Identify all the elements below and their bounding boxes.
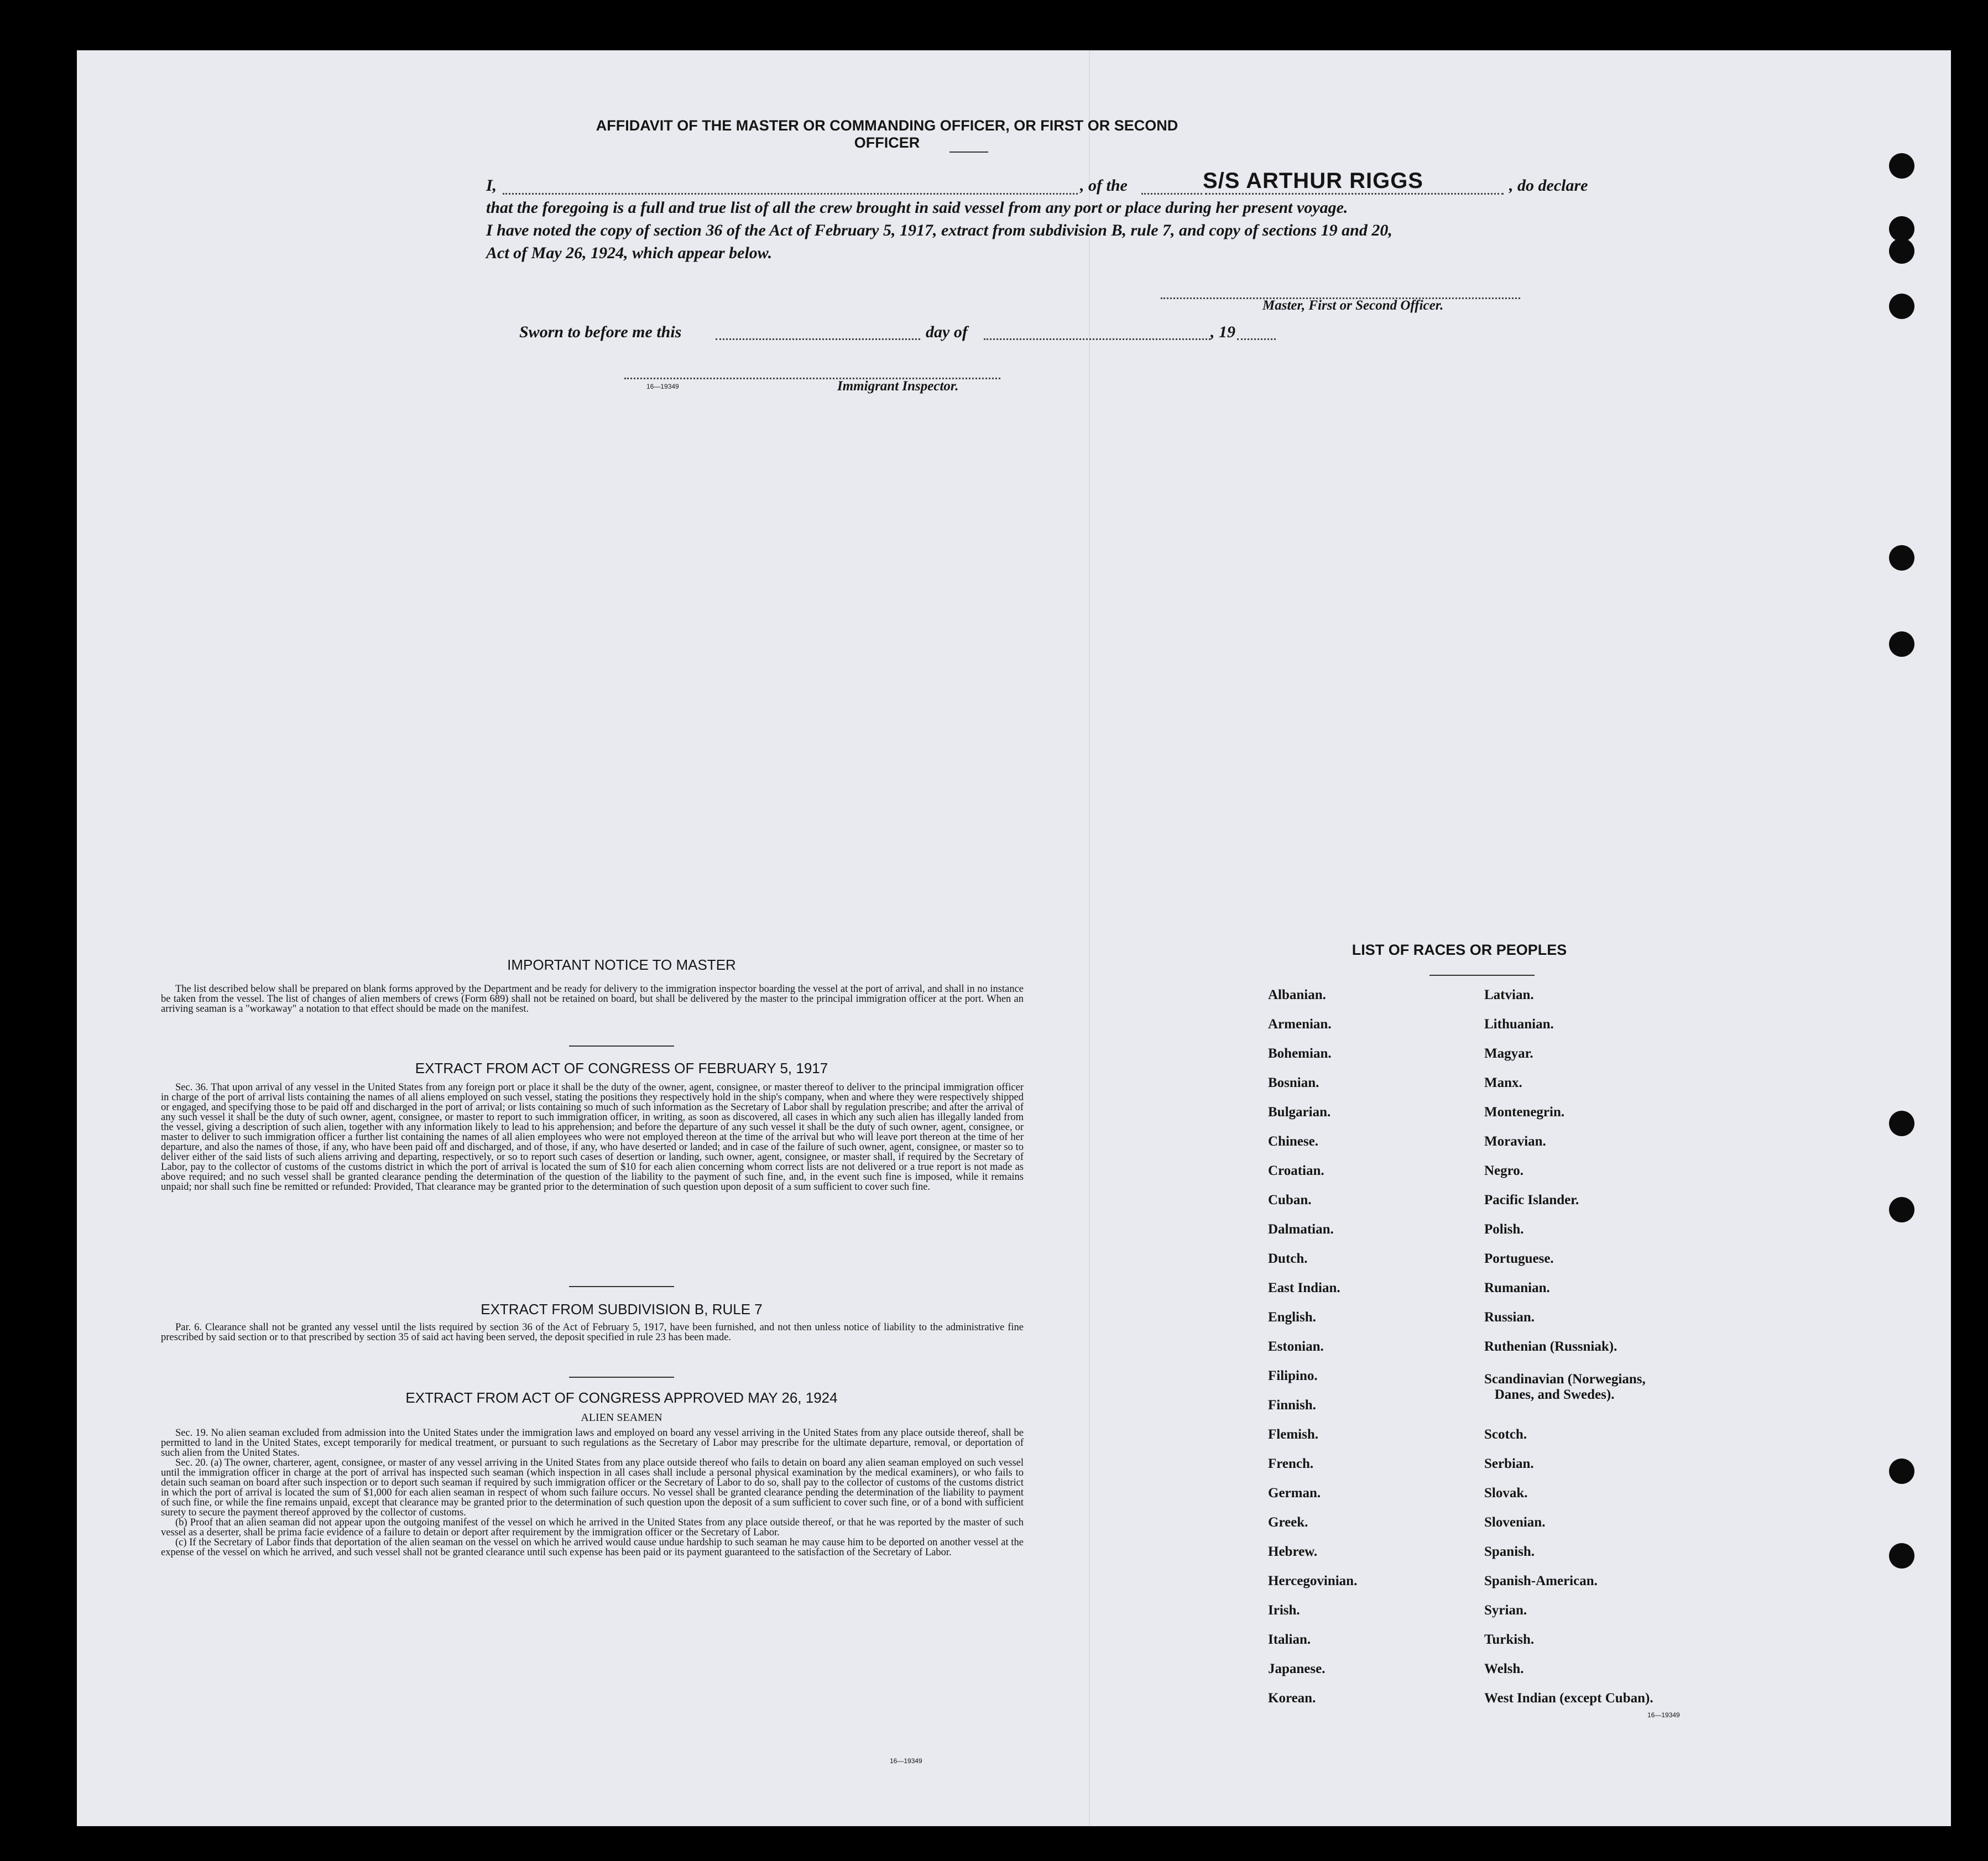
race-item: Bohemian. — [1268, 1046, 1332, 1061]
vessel-field-left — [1141, 193, 1202, 195]
punch-hole — [1889, 153, 1914, 179]
race-item: Syrian. — [1484, 1603, 1527, 1618]
document-page — [77, 50, 1951, 1826]
punch-hole — [1889, 1197, 1914, 1222]
notice-body — [161, 984, 1024, 1014]
section-divider-2 — [569, 1286, 674, 1287]
sec20c-text: (c) If the Secretary of Labor finds that deportation of the alien seaman on the vessel on which he arrived would cause undue hardship to such seaman he may cause him to be deported on another vessel at the expense of the vessel on which he arrived, and such vessel shall not be granted clearance until such expense has been paid or its payment guaranteed to the satisfaction of the Secretary of Labor. — [161, 1537, 1024, 1558]
race-item: Bosnian. — [1268, 1075, 1319, 1090]
master-signature-label: Master, First or Second Officer. — [1262, 298, 1444, 313]
race-item: Filipino. — [1268, 1368, 1318, 1383]
notice-heading: IMPORTANT NOTICE TO MASTER — [507, 956, 736, 973]
punch-hole — [1889, 545, 1914, 571]
affidavit-title: AFFIDAVIT OF THE MASTER OR COMMANDING OFFICER, OR FIRST OR SECOND OFFICER — [596, 117, 1178, 151]
form-number-right: 16—19349 — [1647, 1711, 1680, 1719]
title-underline — [949, 151, 988, 153]
race-item: Flemish. — [1268, 1427, 1318, 1442]
race-item: Welsh. — [1484, 1661, 1524, 1676]
do-declare-label: , do declare — [1509, 176, 1588, 195]
races-heading: LIST OF RACES OR PEOPLES — [1352, 942, 1567, 958]
inspector-label: Immigrant Inspector. — [837, 379, 959, 394]
declarant-name-field[interactable] — [503, 193, 1078, 195]
sec19-text: Sec. 19. No alien seaman excluded from admission into the United States under the immigration laws and employed on board any vessel arriving in the United States from any place outside thereof, shall be permitted to land in the United States, except temporarily for medical treatment, or pursuant to such regulations as the Secretary of Labor may prescribe for the ultimate departure, removal, or deportation of such alien from the United States. — [161, 1428, 1024, 1459]
vessel-field-right — [1205, 193, 1504, 195]
sworn-year-field[interactable] — [1237, 338, 1276, 340]
extract-1924-heading: EXTRACT FROM ACT OF CONGRESS APPROVED MAY 26, 1924 — [405, 1389, 838, 1406]
extract-1917-text: Sec. 36. That upon arrival of any vessel in the United States from any foreign port or place it shall be the duty of the owner, agent, consignee, or master thereof to deliver to the principal immigration officer in charge of the port of arrival lists containing the names of all aliens employed on such vessel, stating the positions they respectively hold in the ship's company, when and where they were respectively shipped or engaged, and specifying those to be paid off and discharged in the port of arrival; or lists containing so much of such information as the Secretary of Labor shall by regulation prescribe; and after the arrival of any such vessel it shall be the duty of such owner, agent, consignee, or master to report to such immigration officer, in writing, as soon as discovered, all cases in which any such alien has illegally landed from the vessel, giving a description of such alien, together with any information likely to lead to his apprehension; and before the departure of any such vessel it shall be the duty of such owner, agent, consignee, or master to deliver to such immigration officer a further list containing the names of all alien employees who were not employed thereon at the time of the arrival but who will leave port thereon at the time of her departure, and also the names of those, if any, who have been paid off and discharged, and of those, if any, who have deserted or landed; and in case of the failure of such owner, agent, consignee, or master so to deliver either of the said lists of such aliens arriving and departing, respectively, or so to report such cases of desertion or landing, such owner, agent, consignee, or master shall, if required by the Secretary of Labor, pay to the collector of customs of the customs district in which the port of arrival is located the sum of $10 for each alien concerning whom correct lists are not delivered or a true report is not made as above required; and no such vessel shall be granted clearance pending the determination of the question of the liability to the payment of such fine, and, in the event such fine is imposed, while it remains unpaid; nor shall such fine be remitted or refunded: Provided, That clearance may be granted prior to the determination of such question upon deposit of a sum sufficient to cover such fine. — [161, 1082, 1024, 1193]
section-divider-1 — [569, 1045, 674, 1047]
race-item: Montenegrin. — [1484, 1105, 1565, 1120]
sworn-month-field[interactable] — [984, 338, 1210, 340]
race-item: West Indian (except Cuban). — [1484, 1691, 1653, 1706]
punch-hole — [1889, 238, 1914, 264]
race-item: Bulgarian. — [1268, 1105, 1331, 1120]
race-item: Portuguese. — [1484, 1251, 1554, 1266]
race-item: Serbian. — [1484, 1456, 1534, 1471]
extract-1917-heading: EXTRACT FROM ACT OF CONGRESS OF FEBRUARY 5, 1917 — [415, 1060, 828, 1076]
race-item: East Indian. — [1268, 1280, 1340, 1295]
race-item: Armenian. — [1268, 1017, 1332, 1032]
race-item: Moravian. — [1484, 1134, 1546, 1149]
race-item: Ruthenian (Russniak). — [1484, 1339, 1617, 1354]
race-item: Pacific Islander. — [1484, 1193, 1579, 1207]
race-item: Turkish. — [1484, 1632, 1535, 1647]
race-item: Rumanian. — [1484, 1280, 1550, 1295]
race-item: Slovenian. — [1484, 1515, 1546, 1530]
race-item: Polish. — [1484, 1222, 1524, 1237]
sworn-label: Sworn to before me this — [519, 323, 682, 341]
year-prefix: , 19 — [1210, 323, 1235, 341]
notice-body-text: The list described below shall be prepared on blank forms approved by the Department and be ready for delivery to the immigration inspector boarding the vessel at the port of arrival, and shall in no instance be taken from the vessel. The list of changes of alien members of crews (Form 689) shall not be retained on board, but shall be delivered by the master to the principal immigration officer at the port. When an arriving seaman is a "workaway" a notation to that effect should be made on the manifest. — [161, 984, 1024, 1015]
race-item: Dalmatian. — [1268, 1222, 1334, 1237]
declaration-line-2: I have noted the copy of section 36 of the Act of February 5, 1917, extract from subdivision B, rule 7, and copy of sections 19 and 20, — [486, 221, 1392, 239]
race-item: Chinese. — [1268, 1134, 1318, 1149]
race-item: Korean. — [1268, 1691, 1316, 1706]
race-item: Cuban. — [1268, 1193, 1312, 1207]
extract-rule7-heading: EXTRACT FROM SUBDIVISION B, RULE 7 — [481, 1301, 763, 1318]
punch-hole — [1889, 631, 1914, 657]
race-item: Finnish. — [1268, 1398, 1316, 1413]
punch-hole — [1889, 294, 1914, 319]
form-number-top: 16—19349 — [646, 383, 679, 390]
race-item: German. — [1268, 1486, 1321, 1501]
punch-hole — [1889, 1543, 1914, 1569]
race-item: Lithuanian. — [1484, 1017, 1554, 1032]
alien-seamen-subheading: ALIEN SEAMEN — [581, 1412, 662, 1424]
race-item: Albanian. — [1268, 987, 1326, 1002]
extract-rule7-text: Par. 6. Clearance shall not be granted any vessel until the lists required by section 36 of the Act of February 5, 1917, have been furnished, and not then unless notice of liability to the administrative fine prescribed by said section or to that prescribed by section 35 of said act having been served, the deposit specified in rule 23 has been made. — [161, 1322, 1024, 1343]
race-item: Spanish. — [1484, 1544, 1535, 1559]
race-item: Greek. — [1268, 1515, 1308, 1530]
race-item: Magyar. — [1484, 1046, 1533, 1061]
race-item: Estonian. — [1268, 1339, 1324, 1354]
vessel-name: S/S ARTHUR RIGGS — [1203, 169, 1423, 193]
declaration-line-1: that the foregoing is a full and true list of all the crew brought in said vessel from any port or place during her present voyage. — [486, 198, 1348, 217]
day-of-label: day of — [926, 323, 968, 341]
sec20a-text: Sec. 20. (a) The owner, charterer, agent, consignee, or master of any vessel arriving in the United States from any place outside thereof who fails to detain on board any alien seaman employed on such vessel until the immigration officer in charge at the port of arrival has inspected such seaman (which inspection in all cases shall include a personal physical examination by the medical examiners), or who fails to detain such seaman on board after such inspection or to deport such seaman if required by such immigration officer or the Secretary of Labor to do so, shall pay to the collector of customs of the customs district in which the port of arrival is located the sum of $1,000 for each alien seaman in respect of whom such failure occurs. No vessel shall be granted clearance pending the determination of the liability to payment of such fine, or while the fine remains unpaid, except that clearance may be granted prior to the determination of such question upon the deposit of a sum sufficient to cover such fine, or of a bond with sufficient surety to secure the payment thereof approved by the collector of customs. — [161, 1457, 1024, 1518]
declarant-prefix: I, — [486, 176, 497, 195]
punch-hole — [1889, 1111, 1914, 1136]
race-item: Dutch. — [1268, 1251, 1308, 1266]
race-item: Slovak. — [1484, 1486, 1528, 1501]
sec20b-text: (b) Proof that an alien seaman did not appear upon the outgoing manifest of the vessel on which he arrived in the United States from any place outside thereof, or that he was reported by the master of such vessel as a deserter, shall be prima facie evidence of a failure to detain or deport after requirement by the immigration officer or the Secretary of Labor. — [161, 1517, 1024, 1538]
race-item: Japanese. — [1268, 1661, 1326, 1676]
form-number-left: 16—19349 — [890, 1757, 922, 1765]
race-item: Manx. — [1484, 1075, 1522, 1090]
race-item: Russian. — [1484, 1310, 1535, 1325]
races-underline — [1429, 975, 1535, 976]
race-item: Italian. — [1268, 1632, 1311, 1647]
race-item: Latvian. — [1484, 987, 1534, 1002]
race-item: Spanish-American. — [1484, 1574, 1598, 1588]
race-item: Scandinavian (Norwegians, Danes, and Swedes). — [1484, 1372, 1646, 1402]
declaration-line-3: Act of May 26, 1924, which appear below. — [486, 244, 773, 262]
section-divider-3 — [569, 1377, 674, 1378]
extract-rule7-body — [161, 1322, 1024, 1342]
race-item: English. — [1268, 1310, 1316, 1325]
race-item: Negro. — [1484, 1163, 1524, 1178]
race-item: Hercegovinian. — [1268, 1574, 1358, 1588]
of-the-label: , of the — [1080, 176, 1128, 195]
sworn-day-field[interactable] — [716, 338, 920, 340]
punch-hole — [1889, 1459, 1914, 1484]
race-item: Croatian. — [1268, 1163, 1324, 1178]
race-item: Irish. — [1268, 1603, 1300, 1618]
page-fold-line — [1089, 50, 1090, 1826]
race-item: Scotch. — [1484, 1427, 1527, 1442]
race-item: Hebrew. — [1268, 1544, 1318, 1559]
race-item: French. — [1268, 1456, 1314, 1471]
extract-1917-body — [161, 1083, 1024, 1192]
extract-1924-body — [161, 1428, 1024, 1557]
